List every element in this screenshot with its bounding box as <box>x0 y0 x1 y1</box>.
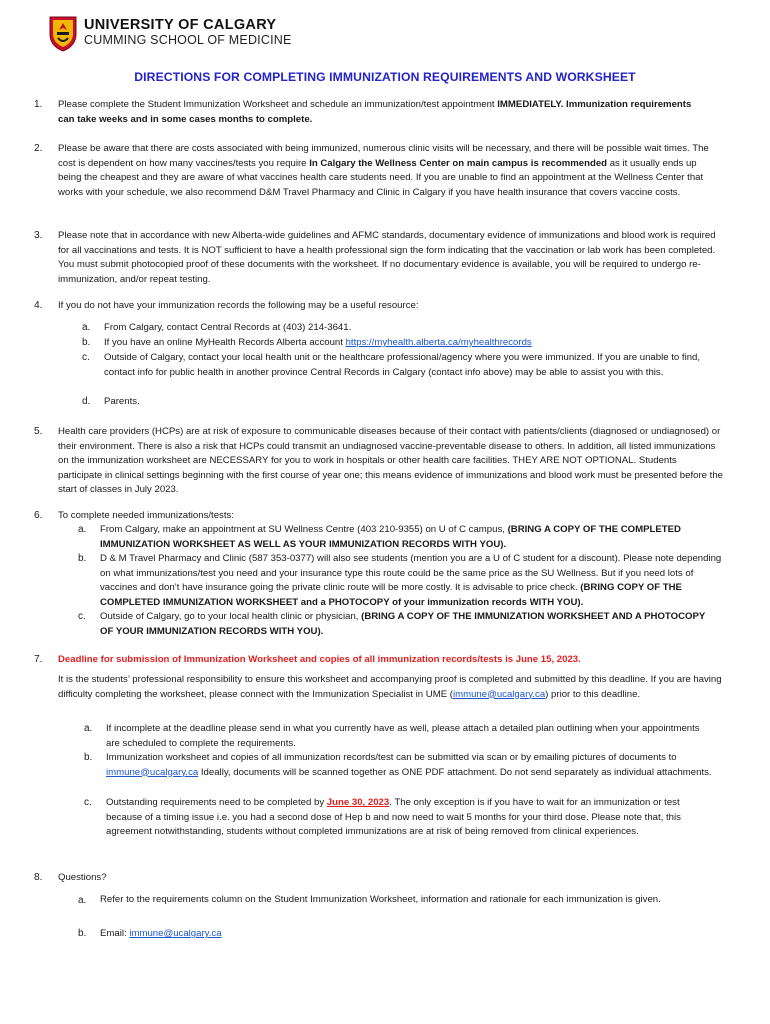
item-4-text: If you do not have your immunization records the following may be a useful resource: <box>58 300 419 311</box>
item-4c-text: Outside of Calgary, contact your local health unit or the healthcare professional/agency where you were immunized. If you are unable to find, contact info for public health in another province Central Records in Calgary (contact info above) may be able to assist you with this. <box>104 352 701 378</box>
item-8b-text: Email: immune@ucalgary.ca <box>100 928 222 939</box>
item-7c-text: Outstanding requirements need to be completed by June 30, 2023. The only exception is if you have to wait for an immunization or test because of a timing issue i.e. you had a second dose of Hep b and now need to wait 5 months for your third dose. Please note that, this agreement notwithstanding, students without completed immunizations are at risk of being removed from clinical experiences. <box>106 797 681 838</box>
university-crest-logo <box>48 14 78 52</box>
item-number: 3. <box>34 230 43 241</box>
immune-email-link[interactable]: immune@ucalgary.ca <box>129 928 222 939</box>
item-7b-text: Immunization worksheet and copies of all immunization records/test can be submitted via scan or by emailing pictures of documents to immune@ucalgary.ca Ideally, documents will be scanned together as ONE PDF attachment. Do not send separately as individual attachments. <box>106 752 712 778</box>
page-title: DIRECTIONS FOR COMPLETING IMMUNIZATION REQUIREMENTS AND WORKSHEET <box>134 70 636 84</box>
item-1-text: Please complete the Student Immunization Worksheet and schedule an immunization/test appointment IMMEDIATELY. Immunization requirements can take weeks and in some cases months to complete. <box>58 99 692 125</box>
sub-label: a. <box>84 723 93 734</box>
item-number: 5. <box>34 426 43 437</box>
sub-label: d. <box>82 396 91 407</box>
sub-label: c. <box>78 611 86 622</box>
item-6b-text: D & M Travel Pharmacy and Clinic (587 353-0377) will also see students (mention you are a U of C student for a discount). Please note depending on what immunizations/test you need and your insurance type this route could be the same price as the SU Wellness. But if you need lots of vaccines and don’t have insurance going the private clinic route will be more costly. It is advisable to price check. (BRING COPY OF THE COMPLETED IMMUNIZATION WORKSHEET and a PHOTOCOPY of your immunization records WITH YOU). <box>100 553 722 608</box>
sub-label: b. <box>78 928 87 939</box>
header <box>48 14 292 52</box>
item-number: 2. <box>34 143 43 154</box>
item-number: 6. <box>34 510 43 521</box>
university-name: UNIVERSITY OF CALGARY <box>84 17 277 33</box>
item-4d-text: Parents. <box>104 396 140 407</box>
myhealth-link[interactable]: https://myhealth.alberta.ca/myhealthrecords <box>345 337 532 348</box>
item-number: 4. <box>34 300 43 311</box>
immune-email-link[interactable]: immune@ucalgary.ca <box>452 688 546 700</box>
sub-label: b. <box>82 337 91 348</box>
item-4a-text: From Calgary, contact Central Records at (403) 214-3641. <box>104 322 352 333</box>
deadline-text: Deadline for submission of Immunization Worksheet and copies of all immunization records/tests is June 15, 2023. <box>58 654 581 665</box>
sub-label: a. <box>78 524 87 535</box>
sub-label: c. <box>82 352 90 363</box>
school-name: CUMMING SCHOOL OF MEDICINE <box>84 33 292 47</box>
item-3-text: Please note that in accordance with new Alberta-wide guidelines and AFMC standards, documentary evidence of immunizations and blood work is required for all vaccinations and tests. It is NOT sufficient to have a health professional sign the form indicating that the vaccination or lab work has been completed. You must submit photocopied proof of these documents with the worksheet. If no documentary evidence is available, you will be required to undergo re-immunization, and/or repeat testing. <box>58 230 716 285</box>
sub-label: a. <box>78 895 87 906</box>
sub-label: a. <box>82 322 91 333</box>
item-2-text: Please be aware that there are costs associated with being immunized, numerous clinic visits will be necessary, and there will be possible wait times. The cost is dependent on how many vaccines/tests you require In Calgary the Wellness Center on main campus is recommended as it usually ends up being the cheapest and they are aware of what vaccines health care students need. If you are unable to find an appointment at the Wellness Center that works with your schedule, we also recommend D&M Travel Pharmacy and Clinic in Calgary if you have health insurance that covers vaccine costs. <box>58 143 709 198</box>
item-number: 8. <box>34 872 43 883</box>
item-7-text: It is the students’ professional responsibility to ensure this worksheet and accompanying proof is completed and submitted by this deadline. If you are having difficulty completing the worksheet, please connect with the Immunization Specialist in UME (immune@ucalgary.ca) prior to this deadline. <box>58 674 722 700</box>
item-6a-text: From Calgary, make an appointment at SU Wellness Centre (403 210-9355) on U of C campus, (BRING A COPY OF THE COMPLETED IMMUNIZATION WORKSHEET AS WELL AS YOUR IMMUNIZATION RECORDS WITH YOU). <box>100 524 681 550</box>
item-number: 1. <box>34 99 43 110</box>
brand-text <box>84 18 292 47</box>
item-7a-text: If incomplete at the deadline please send in what you currently have as well, please attach a detailed plan outlining when your appointments are scheduled to complete the requirements. <box>106 723 700 749</box>
item-4b-text: If you have an online MyHealth Records Alberta account https://myhealth.alberta.ca/myhealthrecords <box>104 337 532 348</box>
completion-date: June 30, 2023 <box>326 797 390 808</box>
sub-label: c. <box>84 797 92 808</box>
item-8a-text: Refer to the requirements column on the Student Immunization Worksheet, information and rationale for each immunization is given. <box>100 894 661 905</box>
item-5-text: Health care providers (HCPs) are at risk of exposure to communicable diseases because of their contact with patients/clients (diagnosed or undiagnosed) or their environment. There is also a risk that HCPs could transmit an undiagnosed vaccine-preventable disease to others. In addition, all listed immunizations on the immunization worksheet are NECESSARY for you to work in hospitals or other health care facilities. THEY ARE NOT OPTIONAL. Students participate in clinical settings beginning with the first course of year one; this means evidence of immunizations and blood work must be presented before the start of classes in July 2023. <box>58 426 723 496</box>
item-8-text: Questions? <box>58 872 107 883</box>
sub-label: b. <box>78 553 87 564</box>
immune-email-link[interactable]: immune@ucalgary.ca <box>106 766 199 778</box>
item-6c-text: Outside of Calgary, go to your local health clinic or physician, (BRING A COPY OF THE IMMUNIZATION WORKSHEET AND A PHOTOCOPY OF YOUR IMMUNIZATION RECORDS WITH YOU). <box>100 611 706 637</box>
item-6-text: To complete needed immunizations/tests: <box>58 510 234 521</box>
sub-label: b. <box>84 752 93 763</box>
item-number: 7. <box>34 654 43 665</box>
